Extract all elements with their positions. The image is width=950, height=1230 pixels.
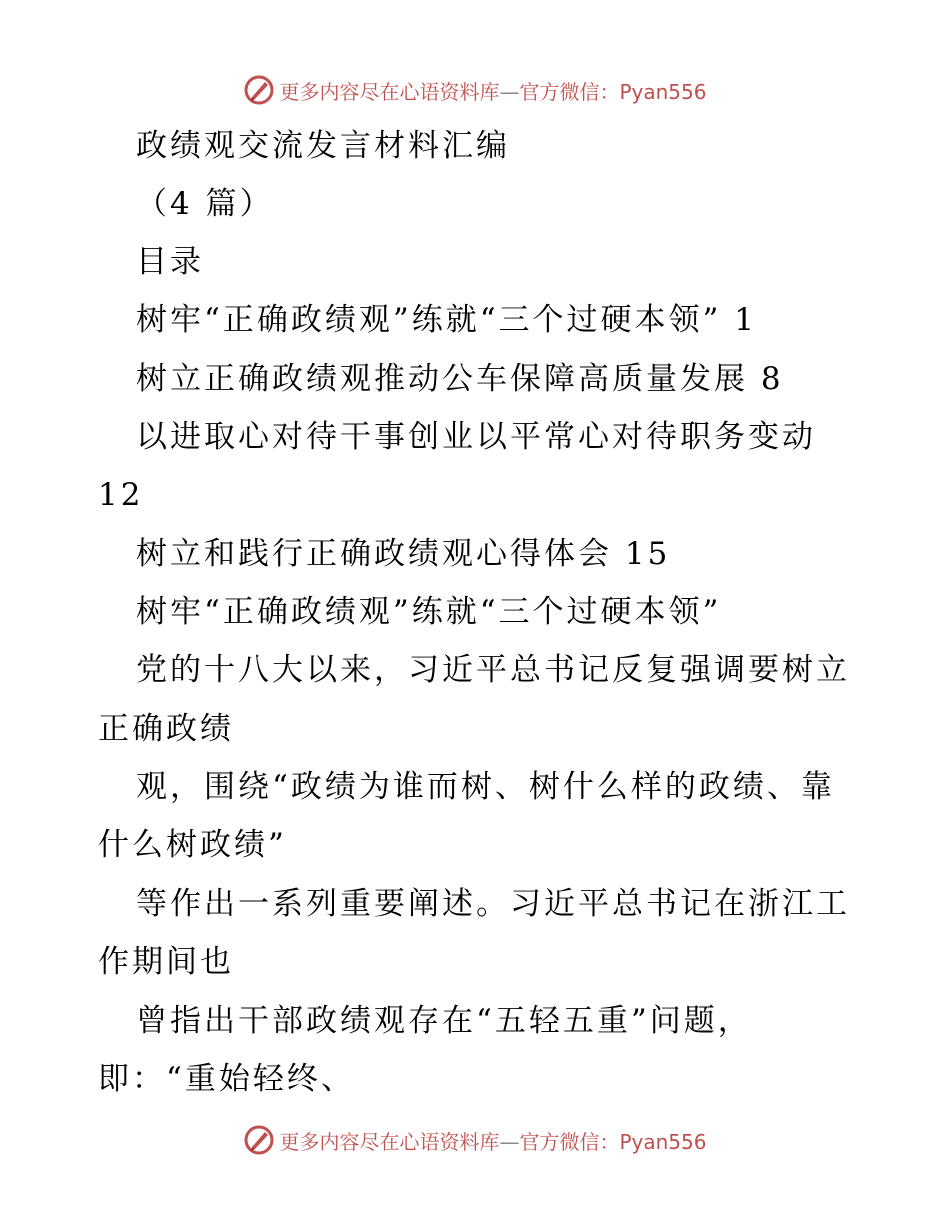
document-subtitle: （4 篇） (136, 186, 274, 222)
logo-pen-icon (243, 1124, 275, 1156)
toc-item-title: 树立正确政绩观推动公车保障高质量发展 (136, 361, 748, 397)
paragraph-line: 等作出一系列重要阐述。习近平总书记在浙江工 (136, 886, 850, 922)
paragraph-line: 作期间也 (98, 944, 234, 980)
toc-item (136, 534, 670, 574)
toc-item (136, 300, 757, 340)
toc-item-page: 12 (98, 477, 144, 513)
paragraph-line: 正确政绩 (98, 711, 234, 747)
toc-heading: 目录 (136, 244, 204, 280)
document-title: 政绩观交流发言材料汇编 (136, 128, 510, 164)
toc-item-title: 树牢“正确政绩观”练就“三个过硬本领” (136, 302, 722, 338)
logo-pen-icon (243, 74, 275, 106)
paragraph-line: 党的十八大以来，习近平总书记反复强调要树立 (136, 652, 850, 688)
header-banner (0, 70, 950, 110)
banner-site-name: 更多内容尽在心语资料库 (279, 79, 500, 104)
article-title: 树牢“正确政绩观”练就“三个过硬本领” (136, 594, 722, 630)
toc-item-page: 1 (734, 302, 757, 338)
paragraph-line: 观，围绕“政绩为谁而树、树什么样的政绩、靠 (136, 769, 835, 805)
paragraph-line: 什么树政绩” (98, 827, 287, 863)
banner-wechat: 官方微信：Pyan556 (519, 1129, 707, 1154)
toc-item-title: 以进取心对待干事创业以平常心对待职务变动 (136, 419, 816, 455)
banner-separator: — (499, 1129, 520, 1154)
paragraph-line: 曾指出干部政绩观存在“五轻五重”问题， (136, 1003, 752, 1039)
banner-separator: — (499, 79, 520, 104)
toc-item-page: 8 (760, 361, 784, 397)
banner-site-name: 更多内容尽在心语资料库 (279, 1129, 500, 1154)
toc-item-title: 树立和践行正确政绩观心得体会 (136, 536, 612, 572)
banner-wechat: 官方微信：Pyan556 (519, 79, 707, 104)
toc-item-page: 15 (624, 536, 671, 572)
toc-item (136, 359, 784, 399)
footer-banner (0, 1120, 950, 1160)
paragraph-line: 即：“重始轻终、 (98, 1061, 355, 1097)
